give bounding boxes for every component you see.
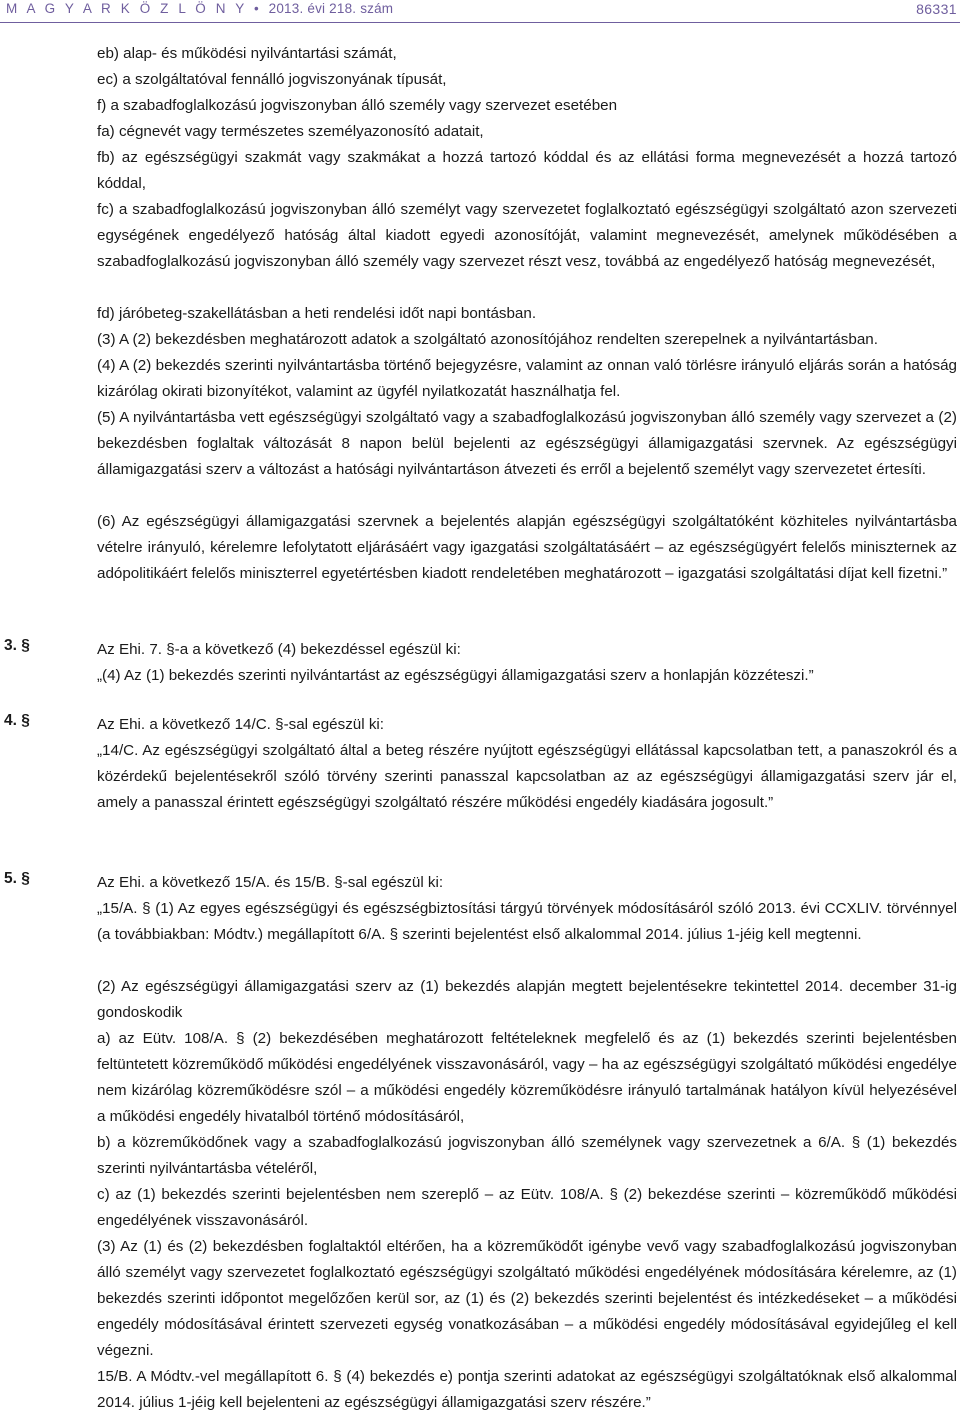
paragraph-3: (3) A (2) bekezdésben meghatározott adatok a szolgáltató azonosítójához rendelten szerepelnek a nyilvántartásban. (97, 331, 878, 348)
section-5-item-a: a) az Eütv. 108/A. § (2) bekezdésében meghatározott feltételeknek megfelelő és az (1) bekezdés szerinti bejelentésben feltüntetett közreműködő működési engedélyének visszavonásáról, vagy – ha az egészségügyi szolgáltató működési engedélye nem kizárólag közreműködésre szól – a működési engedély közreműködésre irányuló tartalmának hatályon kívül helyezésével a működési engedély hivatalból történő módosításáról, (97, 1030, 957, 1125)
section-5-item-b: b) a közreműködőnek vagy a szabadfoglalkozású jogviszonyban álló személynek vagy szervezetnek a 6/A. § (1) bekezdés szerinti nyilvántartásba vételéről, (97, 1134, 957, 1177)
section-3-number: 3. § (4, 637, 30, 654)
section-5-intro: Az Ehi. a következő 15/A. és 15/B. §-sal egészül ki: (97, 874, 444, 891)
paragraph-4: (4) A (2) bekezdés szerinti nyilvántartásba történő bejegyzésre, valamint az onnan való törlésre irányuló eljárás során a hatóság kizárólag okirati bizonyítékot, valamint az ügyfél nyilatkozatát használhatja fel. (97, 357, 957, 400)
paragraph-ec: ec) a szolgáltatóval fennálló jogviszonyának típusát, (97, 71, 447, 88)
paragraph-fa: fa) cégnevét vagy természetes személyazonosító adatait, (97, 123, 484, 140)
section-4-number: 4. § (4, 712, 30, 729)
page-header (0, 0, 960, 23)
page-number: 86331 (916, 1, 957, 17)
section-5-item-c: c) az (1) bekezdés szerinti bejelentésben nem szereplő – az Eütv. 108/A. § (2) bekezdése szerinti – közreműködő működési engedélyének visszavonásáról. (97, 1186, 957, 1229)
paragraph-eb: eb) alap- és működési nyilvántartási számát, (97, 45, 397, 62)
section-4-intro: Az Ehi. a következő 14/C. §-sal egészül ki: (97, 716, 385, 733)
paragraph-fd: fd) járóbeteg-szakellátásban a heti rendelési időt napi bontásban. (97, 305, 537, 322)
paragraph-6: (6) Az egészségügyi államigazgatási szervnek a bejelentés alapján egészségügyi szolgáltatóként közhiteles nyilvántartásba vételre irányuló, kérelemre lefolytatott eljárásáért vagy igazgatási szolgáltatásáért – az egészségügyért felelős miniszternek az adópolitikáért felelős miniszterrel egyetértésben kiadott rendeletében meghatározott – igazgatási szolgáltatási díjat kell fizetni.” (97, 513, 957, 582)
journal-title: M A G Y A R K Ö Z L Ö N Y (6, 1, 248, 16)
section-5-paragraph-3: (3) Az (1) és (2) bekezdésben foglaltaktól eltérően, ha a közreműködőt igénybe vevő vagy szabadfoglalkozású jogviszonyban álló személyt vagy szervezetet foglalkoztató egészségügyi szolgáltató működési engedélyének módosítására kérelemre, az (1) bekezdés szerinti időpontot megelőzően kerül sor, az (1) és (2) bekezdés szerinti bejelentést és intézkedéseket – a működési engedély módosításával érintett szervezeti egység vonatkozásában – a működési engedély módosításával egyidejűleg el kell végezni. (97, 1238, 957, 1359)
paragraph-fb: fb) az egészségügyi szakmát vagy szakmákat a hozzá tartozó kóddal és az ellátási forma megnevezését a hozzá tartozó kóddal, (97, 149, 957, 192)
masthead (6, 1, 393, 16)
section-3-quote: „(4) Az (1) bekezdés szerinti nyilvántartást az egészségügyi államigazgatási szerv a honlapján közzéteszi.” (97, 667, 814, 684)
section-3-intro: Az Ehi. 7. §-a a következő (4) bekezdéssel egészül ki: (97, 641, 461, 658)
section-5-paragraph-1: „15/A. § (1) Az egyes egészségügyi és egészségbiztosítási tárgyú törvények módosításáról szóló 2013. évi CCXLIV. törvénnyel (a továbbiakban: Módtv.) megállapított 6/A. § szerinti bejelentést első alkalommal 2014. július 1-jéig kell megtenni. (97, 900, 957, 943)
section-5-15b: 15/B. A Módtv.-vel megállapított 6. § (4) bekezdés e) pontja szerinti adatokat az egészségügyi szolgáltatóknak első alkalommal 2014. július 1-jéig kell bejelenteni az egészségügyi államigazgatási szerv részére.” (97, 1368, 957, 1411)
paragraph-5: (5) A nyilvántartásba vett egészségügyi szolgáltató vagy a szabadfoglalkozású jogviszonyban álló személy vagy szervezet a (2) bekezdésben foglaltak változását 8 napon belül bejelenti az egészségügyi államigazgatási szervnek. Az egészségügyi államigazgatási szerv a változást a hatósági nyilvántartáson átvezeti és erről a bejelentő személyt vagy szervezetet értesíti. (97, 409, 957, 478)
masthead-separator: • (253, 1, 262, 16)
section-4-quote: „14/C. Az egészségügyi szolgáltató által a beteg részére nyújtott egészségügyi ellátással kapcsolatban tett, a panaszokról és a közérdekű bejelentésekről szóló törvény szerinti panasszal kapcsolatban az az egészségügyi államigazgatási szerv jár el, amely a panasszal érintett egészségügyi szolgáltató részére működési engedély kiadására jogosult.” (97, 742, 957, 811)
issue-number: 2013. évi 218. szám (268, 1, 394, 16)
section-5-number: 5. § (4, 870, 30, 887)
section-5-paragraph-2: (2) Az egészségügyi államigazgatási szerv az (1) bekezdés alapján megtett bejelentésekre tekintettel 2014. december 31-ig gondoskodik (97, 978, 957, 1021)
paragraph-fc: fc) a szabadfoglalkozású jogviszonyban álló személyt vagy szervezetet foglalkoztató egészségügyi szolgáltató azon szervezeti egységének engedélyező hatóság által kiadott egyedi azonosítóját, valamint megnevezését, amelynek működésében a szabadfoglalkozású jogviszonyban álló személy vagy szervezet részt vesz, továbbá az engedélyező hatóság megnevezését, (97, 201, 957, 270)
paragraph-f: f) a szabadfoglalkozású jogviszonyban álló személy vagy szervezet esetében (97, 97, 618, 114)
